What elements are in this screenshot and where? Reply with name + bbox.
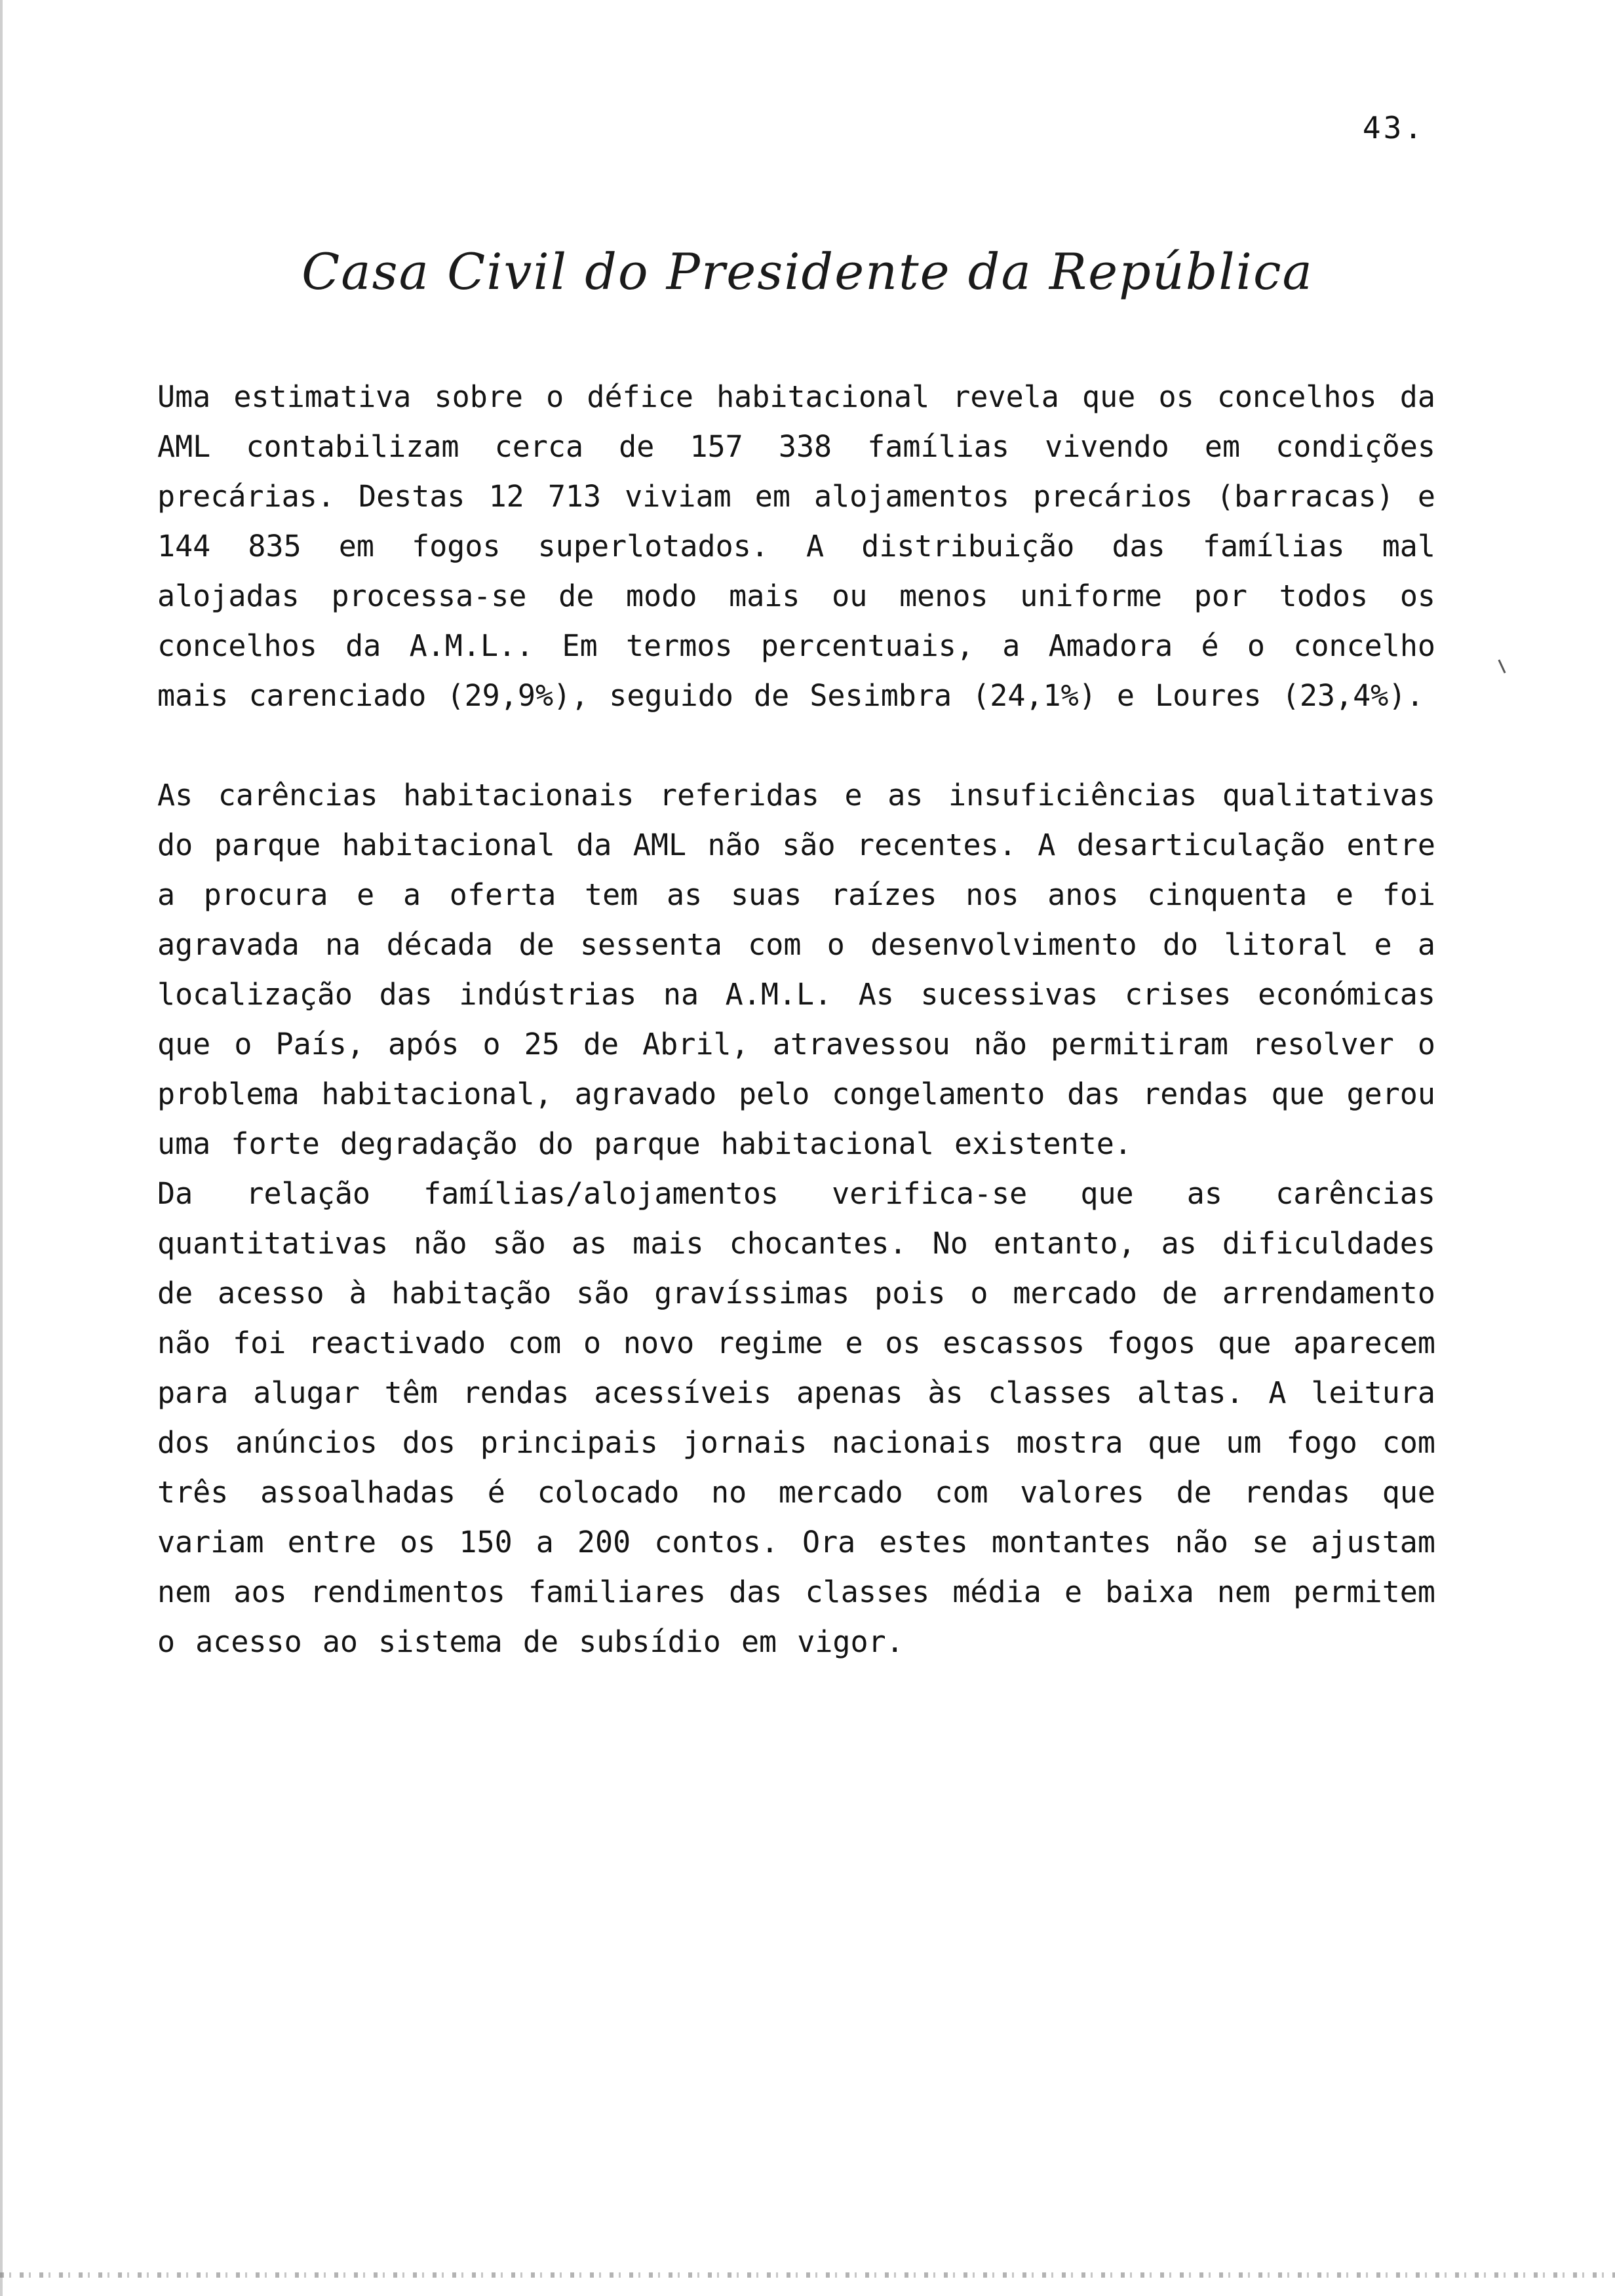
scan-edge (0, 0, 3, 2296)
paragraph-housing-deficit: Uma estimativa sobre o défice habitacional revela que os concelhos da AML contabilizam cerca de 157 338 famílias vivendo em condições precárias. Destas 12 713 viviam em alojamentos precários (barracas) e 144 835 em fogos superlotados. A distribuição das famílias mal alojadas processa-se de modo mais ou menos uniforme por todos os concelhos da A.M.L.. Em termos percentuais, a Amadora é o concelho mais carenciado (29,9%), seguido de Sesimbra (24,1%) e Loures (23,4%). (157, 379, 1435, 713)
page-number: 43. (1362, 110, 1425, 145)
paragraph-rental-market: Da relação famílias/alojamentos verifica-se que as carências quantitativas não são as mais chocantes. No entanto, as dificuldades de acesso à habitação são gravíssimas pois o mercado de arrendamento não foi reactivado com o novo regime e os escassos fogos que aparecem para alugar têm rendas acessíveis apenas às classes altas. A leitura dos anúncios dos principais jornais nacionais mostra que um fogo com três assoalhadas é colocado no mercado com valores de rendas que variam entre os 150 a 200 contos. Ora estes montantes não se ajustam nem aos rendimentos familiares das classes média e baixa nem permitem o acesso ao sistema de subsídio em vigor. (157, 1176, 1435, 1659)
paragraph-housing-shortages: As carências habitacionais referidas e as insuficiências qualitativas do parque habitacional da AML não são recentes. A desarticulação entre a procura e a oferta tem as suas raízes nos anos cinquenta e foi agravada na década de sessenta com o desenvolvimento do litoral e a localização das indústrias na A.M.L. As sucessivas crises económicas que o País, após o 25 de Abril, atravessou não permitiram resolver o problema habitacional, agravado pelo congelamento das rendas que gerou uma forte degradação do parque habitacional existente. (157, 778, 1435, 1161)
body-text (157, 372, 1435, 1667)
scan-mark (1498, 659, 1506, 673)
letterhead: Casa Civil do Presidente da República (302, 242, 1313, 301)
scan-noise (0, 2272, 1615, 2278)
